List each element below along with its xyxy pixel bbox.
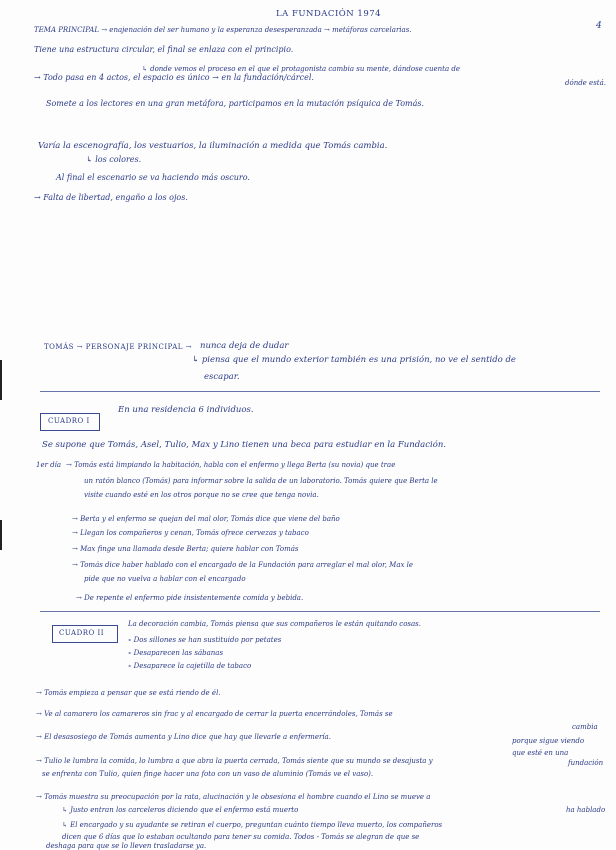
staging-line: Varía la escenografía, los vestuarios, la iluminación a medida que Tomás cambia.: [38, 141, 388, 151]
main-theme-line: TEMA PRINCIPAL → enajenación del ser humano y la esperanza desesperanzada → metáforas carcelarias.: [34, 26, 412, 34]
cuadro-2-bullet: ∘ Dos sillones se han sustituido por petates: [128, 636, 282, 644]
side-note: porque sigue viendo: [512, 737, 585, 745]
cuadro-1-item: → Berta y el enfermo se quejan del mal olor, Tomás dice que viene del baño: [72, 515, 340, 523]
final-note: ↳ Justo entran los carceleros diciendo que el enfermo está muerto: [62, 806, 299, 814]
cuadro-1-item: → Tomás está limpiando la habitación, habla con el enfermo y llega Berta (su novia) que trae: [66, 461, 396, 469]
scan-edge-mark: [0, 520, 2, 550]
cuadro-1-heading: En una residencia 6 individuos.: [118, 405, 254, 415]
page-number: 4: [596, 21, 602, 31]
cuadro-1-box: [40, 413, 100, 431]
cuadro-1-item: un ratón blanco (Tomás) para informar sobre la salida de un laboratorio. Tomás quiere que Berta le: [84, 477, 438, 485]
structure-detail-end: dónde está.: [565, 79, 606, 87]
section-divider: [40, 611, 600, 612]
cuadro-1-item: → Llegan los compañeros y cenan, Tomás ofrece cervezas y tabaco: [72, 529, 309, 537]
scan-edge-mark: [0, 360, 2, 400]
tomas-prison: ↳ piensa que el mundo exterior también es una prisión, no ve el sentido de: [192, 355, 516, 365]
final-note: → Ve al camarero los camareros sin frac y al encargado de cerrar la puerta encerrándoles, Tomás se: [36, 710, 393, 718]
cuadro-1-item: visite cuando esté en los otros porque no se cree que tenga novia.: [84, 491, 319, 499]
cuadro-1-item: pide que no vuelva a hablar con el encargado: [84, 575, 246, 583]
section-divider: [40, 391, 600, 392]
freedom-line: → Falta de libertad, engaño a los ojos.: [34, 193, 188, 202]
day-label: 1er día: [36, 461, 62, 469]
final-note: → Tomás muestra su preocupación por la rata, alucinación y le obsesiona el hombre cuando el Lino se mueve a: [36, 793, 431, 801]
cuadro-2-bullet: ∘ Desaparece la cajetilla de tabaco: [128, 662, 252, 670]
final-note: se enfrenta con Tulio, quien finge hacer una foto con un vaso de aluminio (Tomás ve el vaso).: [42, 770, 374, 778]
side-note: que esté en una: [512, 749, 569, 757]
cuadro-1-summary: Se supone que Tomás, Asel, Tulio, Max y Lino tienen una beca para estudiar en la Fundación.: [42, 440, 447, 450]
side-note: cambia: [572, 723, 598, 731]
cuadro-1-item: → De repente el enfermo pide insistentemente comida y bebida.: [76, 594, 304, 602]
cuadro-2-bullet: ∘ Desaparecen las sábanas: [128, 649, 224, 657]
final-note: → Tulio le lumbra la comida, lo lumbra a que abra la puerta cerrada, Tomás siente que su mundo se desajusta y: [36, 757, 433, 765]
final-note: ↳ El encargado y su ayudante se retiran el cuerpo, preguntan cuánto tiempo lleva muerto, los compañeros: [62, 821, 443, 829]
cuadro-1-item: → Tomás dice haber hablado con el encargado de la Fundación para arreglar el mal olor, Max le: [72, 561, 414, 569]
final-note: → El desasosiego de Tomás aumenta y Lino dice que hay que llevarle a enfermería.: [36, 733, 331, 741]
cuadro-1-tag: CUADRO I: [48, 417, 90, 425]
final-note: deshaga para que se lo lleven trasladarse ya.: [46, 842, 207, 850]
darker-stage-line: Al final el escenario se va haciendo más oscuro.: [56, 173, 250, 182]
page-title: LA FUNDACIÓN 1974: [276, 9, 382, 19]
tomas-label: TOMÁS → PERSONAJE PRINCIPAL →: [44, 343, 193, 351]
acts-line: → Todo pasa en 4 actos, el espacio es único → en la fundación/cárcel.: [34, 73, 314, 82]
tomas-doubt: nunca deja de dudar: [200, 341, 289, 351]
cuadro-1-item: → Max finge una llamada desde Berta; quiere hablar con Tomás: [72, 545, 299, 553]
cuadro-2-tag: CUADRO II: [59, 629, 104, 637]
cuadro-2-box: [52, 625, 118, 643]
side-note: ha hablado: [566, 806, 606, 814]
cuadro-2-heading: La decoración cambia, Tomás piensa que sus compañeros le están quitando cosas.: [128, 620, 421, 628]
final-note: → Tomás empieza a pensar que se está riendo de él.: [36, 689, 221, 697]
metaphor-line: Somete a los lectores en una gran metáfora, participamos en la mutación psíquica de Tomás.: [46, 99, 425, 108]
colors-line: ↳ los colores.: [86, 155, 142, 164]
structure-line: Tiene una estructura circular, el final se enlaza con el principio.: [34, 45, 294, 54]
side-note: fundación: [568, 759, 604, 767]
final-note: dicen que 6 días que lo estaban ocultando para tener su comida. Todos - Tomás se alegran de que se: [62, 833, 420, 841]
structure-detail-line: ↳ donde vemos el proceso en el que el protagonista cambia su mente, dándose cuenta de: [142, 65, 460, 73]
tomas-escape: escapar.: [204, 372, 240, 382]
